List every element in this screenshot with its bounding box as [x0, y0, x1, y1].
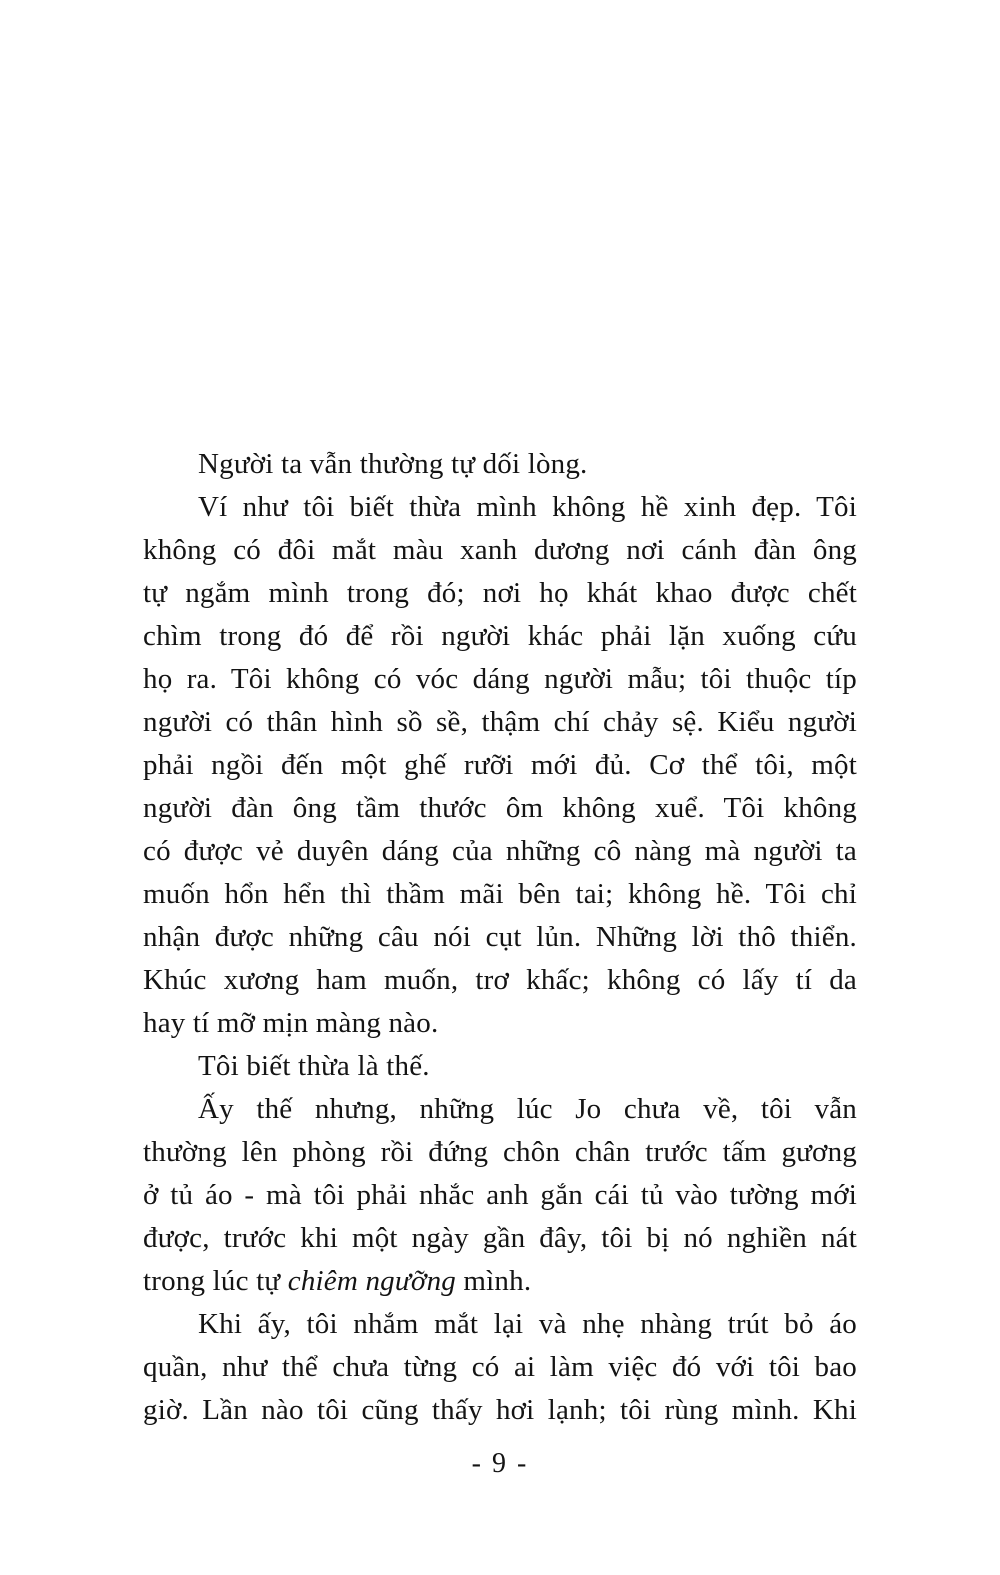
text-line — [143, 443, 857, 486]
text-segment: muốn hổn hển thì thầm mãi bên tai; không hề. Tôi chỉ — [143, 878, 857, 910]
text-segment: Tôi biết thừa là thế. — [198, 1050, 430, 1082]
text-segment: được, trước khi một ngày gần đây, tôi bị nó nghiền nát — [143, 1222, 857, 1254]
text-segment: quần, như thể chưa từng có ai làm việc đó với tôi bao — [143, 1351, 857, 1383]
text-line — [143, 1260, 857, 1303]
text-segment: Khúc xương ham muốn, trơ khấc; không có lấy tí da — [143, 964, 857, 996]
text-line — [143, 1131, 857, 1174]
text-line — [143, 1389, 857, 1432]
text-segment: người có thân hình sồ sề, thậm chí chảy sệ. Kiểu người — [143, 706, 857, 738]
text-segment: hay tí mỡ mịn màng nào. — [143, 1007, 439, 1039]
page-number: - 9 - — [471, 1448, 529, 1479]
text-segment: người đàn ông tầm thước ôm không xuể. Tôi không — [143, 792, 857, 824]
text-line — [143, 529, 857, 572]
text-line — [143, 658, 857, 701]
text-line — [143, 572, 857, 615]
text-segment: họ ra. Tôi không có vóc dáng người mẫu; tôi thuộc típ — [143, 663, 857, 695]
text-segment: Khi ấy, tôi nhắm mắt lại và nhẹ nhàng trút bỏ áo — [198, 1308, 857, 1340]
text-segment: không có đôi mắt màu xanh dương nơi cánh đàn ông — [143, 534, 857, 566]
text-line — [143, 1346, 857, 1389]
text-line — [143, 873, 857, 916]
text-line — [143, 916, 857, 959]
text-line — [143, 1045, 857, 1088]
text-segment: trong lúc tự — [143, 1265, 288, 1297]
text-line — [143, 744, 857, 787]
text-line — [143, 1217, 857, 1260]
text-segment: thường lên phòng rồi đứng chôn chân trước tấm gương — [143, 1136, 857, 1168]
text-segment: Ví như tôi biết thừa mình không hề xinh đẹp. Tôi — [198, 491, 857, 523]
text-segment: phải ngồi đến một ghế rưỡi mới đủ. Cơ thể tôi, một — [143, 749, 857, 781]
text-segment: ở tủ áo - mà tôi phải nhắc anh gắn cái tủ vào tường mới — [143, 1179, 857, 1211]
text-line — [143, 1303, 857, 1346]
text-segment: nhận được những câu nói cụt lủn. Những lời thô thiển. — [143, 921, 857, 953]
text-line — [143, 959, 857, 1002]
text-segment: có được vẻ duyên dáng của những cô nàng mà người ta — [143, 835, 857, 867]
text-segment: tự ngắm mình trong đó; nơi họ khát khao được chết — [143, 577, 857, 609]
text-segment: mình. — [455, 1265, 532, 1297]
text-line — [143, 1002, 857, 1045]
text-line — [143, 701, 857, 744]
text-line — [143, 787, 857, 830]
text-line — [143, 615, 857, 658]
text-block — [143, 443, 857, 1432]
text-segment: chìm trong đó để rồi người khác phải lặn xuống cứu — [143, 620, 857, 652]
text-segment: giờ. Lần nào tôi cũng thấy hơi lạnh; tôi rùng mình. Khi — [143, 1394, 857, 1426]
italic-phrase: chiêm ngưỡng — [287, 1265, 456, 1297]
text-segment: Ấy thế nhưng, những lúc Jo chưa về, tôi vẫn — [198, 1093, 857, 1125]
text-line — [143, 1088, 857, 1131]
text-line — [143, 486, 857, 529]
text-line — [143, 1174, 857, 1217]
text-segment: Người ta vẫn thường tự dối lòng. — [198, 448, 588, 480]
text-line — [143, 830, 857, 873]
